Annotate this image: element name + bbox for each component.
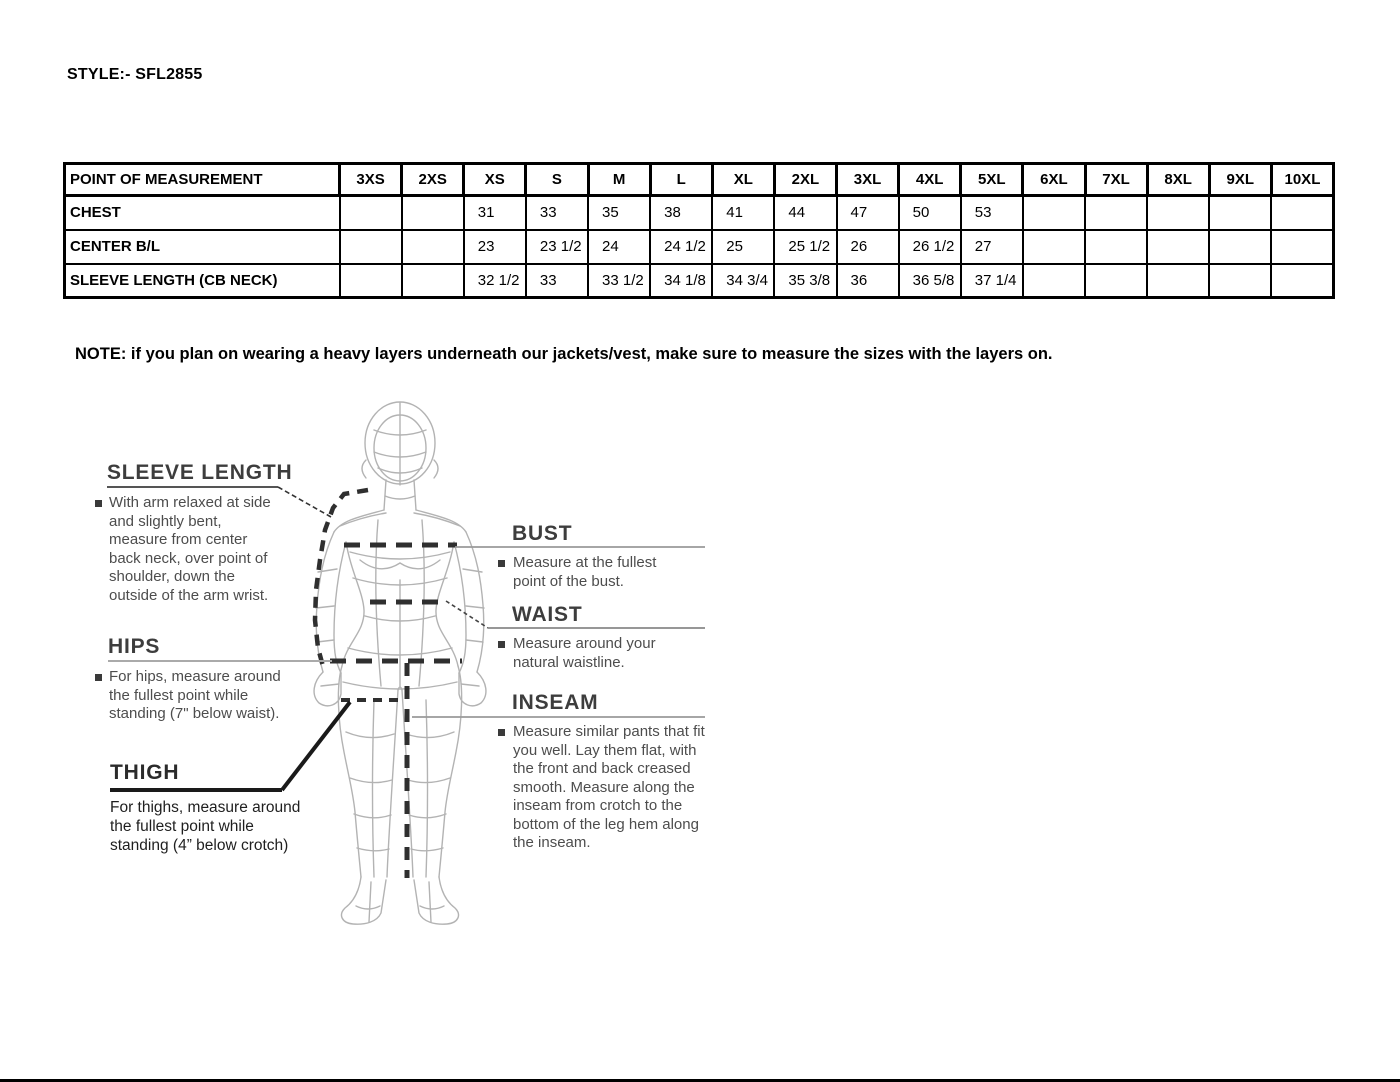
table-row [65, 264, 1334, 298]
measurement-value-cell [340, 264, 402, 298]
column-header-size: 7XL [1085, 164, 1147, 196]
column-header-size: 8XL [1147, 164, 1209, 196]
measurement-value-cell: 27 [961, 230, 1023, 264]
measurement-value-cell: 31 [464, 196, 526, 230]
waist-heading: WAIST [512, 603, 583, 626]
measurement-value-cell [1147, 196, 1209, 230]
measurement-value-cell [340, 230, 402, 264]
column-header-size: 5XL [961, 164, 1023, 196]
sleeve-length-description: With arm relaxed at side and slightly bent, measure from center back neck, over point of shoulder, down the outside of the arm wrist. [109, 494, 271, 604]
column-header-size: 4XL [899, 164, 961, 196]
column-header-size: XL [712, 164, 774, 196]
measurement-value-cell: 41 [712, 196, 774, 230]
measurement-value-cell: 50 [899, 196, 961, 230]
thigh-connector [282, 702, 350, 790]
measurement-value-cell: 33 1/2 [588, 264, 650, 298]
inseam-description: Measure similar pants that fit you well. Lay them flat, with the front and back creased smooth. Measure along the inseam from crotch to the bottom of the leg hem along the inseam. [513, 723, 705, 851]
column-header-size: 3XL [837, 164, 899, 196]
measurement-value-cell: 26 [837, 230, 899, 264]
bust-description: Measure at the fullest point of the bust. [513, 554, 657, 590]
bullet-icon [498, 729, 505, 736]
measurement-value-cell: 47 [837, 196, 899, 230]
column-header-point-of-measurement: POINT OF MEASUREMENT [65, 164, 340, 196]
waist-connector [446, 601, 488, 628]
measurement-value-cell: 34 1/8 [650, 264, 712, 298]
row-label: CHEST [65, 196, 340, 230]
measurement-value-cell [402, 196, 464, 230]
measurement-value-cell: 33 [526, 264, 588, 298]
measurement-value-cell [1147, 264, 1209, 298]
table-header-row [65, 164, 1334, 196]
column-header-size: XS [464, 164, 526, 196]
waist-description: Measure around your natural waistline. [513, 635, 656, 671]
column-header-size: 3XS [340, 164, 402, 196]
measurement-value-cell [1209, 230, 1271, 264]
sleeve-length-dash-line [315, 490, 368, 670]
measurement-value-cell [1147, 230, 1209, 264]
measurement-value-cell [1209, 264, 1271, 298]
measurement-value-cell: 24 1/2 [650, 230, 712, 264]
column-header-size: 2XS [402, 164, 464, 196]
measurement-value-cell [1085, 196, 1147, 230]
hips-description: For hips, measure around the fullest point while standing (7" below waist). [109, 668, 281, 722]
measurement-value-cell: 34 3/4 [712, 264, 774, 298]
measurement-value-cell: 24 [588, 230, 650, 264]
column-header-size: S [526, 164, 588, 196]
measurement-value-cell: 33 [526, 196, 588, 230]
measurement-value-cell [402, 264, 464, 298]
measurement-value-cell: 35 3/8 [774, 264, 836, 298]
column-header-size: 10XL [1271, 164, 1333, 196]
measurement-value-cell: 23 [464, 230, 526, 264]
measurement-value-cell [1271, 196, 1333, 230]
measurement-value-cell: 36 5/8 [899, 264, 961, 298]
column-header-size: M [588, 164, 650, 196]
row-label: SLEEVE LENGTH (CB NECK) [65, 264, 340, 298]
measurement-value-cell [1271, 264, 1333, 298]
mannequin-wireframe [314, 402, 486, 924]
size-chart-table [63, 162, 1335, 299]
measurement-value-cell [1209, 196, 1271, 230]
bullet-icon [498, 560, 505, 567]
measurement-value-cell [340, 196, 402, 230]
measurement-value-cell: 25 [712, 230, 774, 264]
bust-heading: BUST [512, 522, 573, 545]
measurement-value-cell: 37 1/4 [961, 264, 1023, 298]
bullet-icon [95, 674, 102, 681]
inseam-heading: INSEAM [512, 691, 599, 714]
sleeve-length-heading: SLEEVE LENGTH [107, 461, 293, 484]
style-number-title: STYLE:- SFL2855 [67, 66, 203, 83]
measurement-dash-lines [315, 490, 462, 878]
measurement-value-cell: 23 1/2 [526, 230, 588, 264]
measurement-value-cell [1085, 230, 1147, 264]
measurement-value-cell [1271, 230, 1333, 264]
measurement-value-cell: 53 [961, 196, 1023, 230]
thigh-description: For thighs, measure around the fullest point while standing (4” below crotch) [110, 799, 301, 854]
measurement-value-cell: 35 [588, 196, 650, 230]
measurement-value-cell [1023, 230, 1085, 264]
hips-heading: HIPS [108, 635, 161, 658]
thigh-heading: THIGH [110, 761, 180, 784]
measurement-value-cell: 26 1/2 [899, 230, 961, 264]
table-row [65, 196, 1334, 230]
column-header-size: 2XL [774, 164, 836, 196]
table-row [65, 230, 1334, 264]
bullet-icon [498, 641, 505, 648]
column-header-size: L [650, 164, 712, 196]
sleeve-length-connector [278, 487, 331, 517]
bullet-icon [95, 500, 102, 507]
measurement-note: NOTE: if you plan on wearing a heavy layers underneath our jackets/vest, make sure to measure the sizes with the layers on. [75, 345, 1053, 363]
measurement-value-cell [1023, 264, 1085, 298]
column-header-size: 9XL [1209, 164, 1271, 196]
measurement-value-cell: 44 [774, 196, 836, 230]
measurement-value-cell: 38 [650, 196, 712, 230]
column-header-size: 6XL [1023, 164, 1085, 196]
measurement-value-cell [402, 230, 464, 264]
measurement-value-cell: 25 1/2 [774, 230, 836, 264]
measurement-value-cell: 32 1/2 [464, 264, 526, 298]
row-label: CENTER B/L [65, 230, 340, 264]
measurement-value-cell [1085, 264, 1147, 298]
measurement-value-cell [1023, 196, 1085, 230]
measurement-value-cell: 36 [837, 264, 899, 298]
